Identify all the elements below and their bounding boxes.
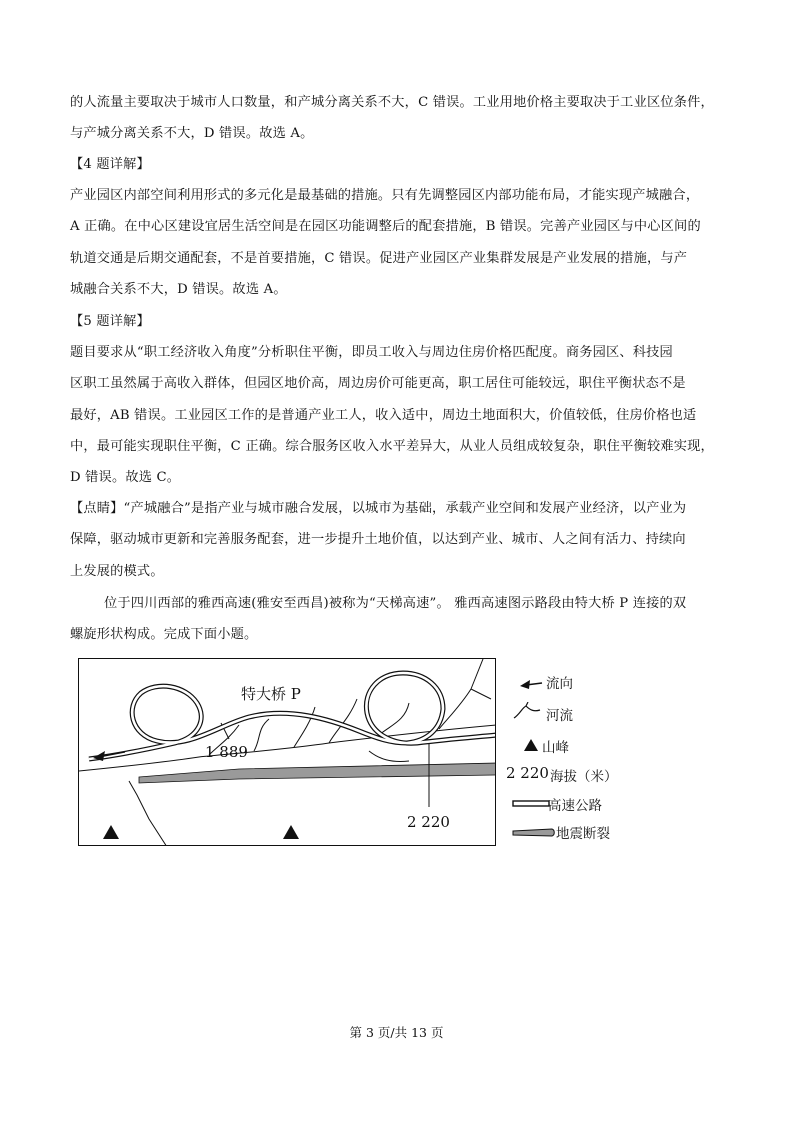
legend-label: 河流 [546,708,573,724]
section-heading: 【4 题详解】 [70,157,150,172]
paragraph-line: 【点睛】“产城融合”是指产业与城市融合发展，以城市为基础，承载产业空间和发展产业经济，以产业为 [70,501,687,516]
page-footer: 第 3 页/共 13 页 [349,1025,444,1040]
paragraph-line: 保障，驱动城市更新和完善服务配套，进一步提升土地价值，以达到产业、城市、人之间有活力、持续向 [70,532,686,547]
fault-band [139,763,496,783]
legend-elevation-sample: 2 220 [506,764,549,782]
paragraph-line: A 正确。在中心区建设宜居生活空间是在园区功能调整后的配套措施，B 错误。完善产业园区与中心区间的 [70,219,701,234]
elevation-label: 2 220 [407,813,450,831]
section-heading: 【5 题详解】 [70,314,150,329]
legend-label: 流向 [546,676,573,692]
paragraph-line: 轨道交通是后期交通配套，不是首要措施，C 错误。促进产业园区产业集群发展是产业发展的措施，与产 [70,251,688,266]
legend-label: 山峰 [542,740,569,756]
intro-line: 螺旋形状构成。完成下面小题。 [70,627,258,642]
paragraph-line: 中，最可能实现职住平衡，C 正确。综合服务区收入水平差异大，从业人员组成较复杂，职住平衡较难实现， [70,439,714,454]
highway-icon [512,799,552,811]
paragraph-line: 题目要求从“职工经济收入角度”分析职住平衡，即员工收入与周边住房价格匹配度。商务园区、科技园 [70,345,673,360]
paragraph-line: 城融合关系不大，D 错误。故选 A。 [70,282,287,297]
peak-icon [283,825,299,839]
paragraph-line: 的人流量主要取决于城市人口数量，和产城分离关系不大，C 错误。工业用地价格主要取决于工业区位条件， [70,95,714,110]
paragraph-line: 产业园区内部空间利用形式的多元化是最基础的措施。只有先调整园区内部功能布局，才能实现产城融合， [70,188,700,203]
flow-direction-arrow-icon [516,675,546,691]
peak-icon [103,825,119,839]
elevation-label: 1 889 [205,743,248,761]
map-frame [78,658,496,846]
river-icon [512,702,542,724]
paragraph-line: 区职工虽然属于高收入群体，但园区地价高，周边房价可能更高，职工居住可能较远，职住平衡状态不是 [70,376,686,391]
intro-line: 位于四川西部的雅西高速(雅安至西昌)被称为“天梯高速”。 雅西高速图示路段由特大桥 P 连接的双 [104,596,687,611]
paragraph-line: D 错误。故选 C。 [70,470,181,485]
fault-icon [512,826,556,840]
legend-label: 高速公路 [548,798,602,814]
paragraph-line: 与产城分离关系不大，D 错误。故选 A。 [70,126,314,141]
legend-label: 海拔（米） [550,769,618,785]
paragraph-line: 最好，AB 错误。工业园区工作的是普通产业工人，收入适中，周边土地面积大，价值较低，住房价格也适 [70,408,697,423]
bridge-label: 特大桥 P [241,685,301,703]
paragraph-line: 上发展的模式。 [70,564,164,579]
legend-label: 地震断裂 [556,826,610,842]
map-figure [78,658,638,854]
peak-triangle-icon [522,737,542,753]
